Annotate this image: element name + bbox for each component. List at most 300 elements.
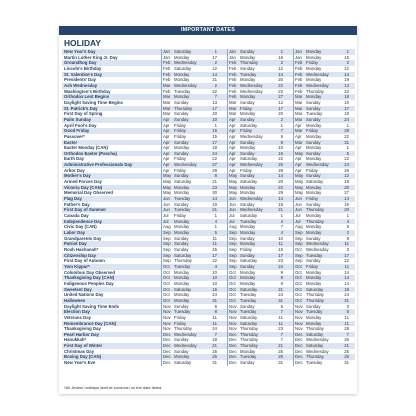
month: Jul <box>229 213 235 219</box>
day-number: 22 <box>344 88 349 94</box>
day-number: 13 <box>212 99 217 105</box>
day-number: 22 <box>212 258 217 264</box>
day-number: 31 <box>212 297 217 303</box>
day-number: 4 <box>214 263 217 269</box>
day-number: 12 <box>344 173 349 179</box>
month: May <box>229 179 238 185</box>
weekday: Monday <box>174 218 190 224</box>
month: May <box>229 184 238 190</box>
month: Dec <box>163 331 171 337</box>
day-number: 23 <box>212 184 217 190</box>
weekday: Monday <box>240 54 256 60</box>
weekday: Sunday <box>306 150 321 156</box>
weekday: Sunday <box>306 235 321 241</box>
weekday: Wednesday <box>240 82 263 88</box>
month: Oct <box>229 297 236 303</box>
weekday: Saturday <box>306 286 324 292</box>
weekday: Monday <box>240 230 256 235</box>
day-number: 11 <box>278 241 283 247</box>
month: Apr <box>295 122 302 128</box>
day-number: 18 <box>344 179 349 185</box>
day-number: 14 <box>344 196 349 202</box>
weekday: Saturday <box>240 156 258 162</box>
weekday: Wednesday <box>306 162 329 168</box>
day-number: 10 <box>278 235 283 241</box>
month: Nov <box>295 309 303 315</box>
day-number: 18 <box>344 94 349 100</box>
day-number: 10 <box>212 280 217 286</box>
day-number: 2 <box>346 230 349 235</box>
weekday: Friday <box>306 263 318 269</box>
weekday: Monday <box>240 275 256 281</box>
weekday: Friday <box>306 128 318 134</box>
weekday: Monday <box>174 292 190 298</box>
weekday: Tuesday <box>174 263 191 269</box>
month: May <box>295 190 304 196</box>
holiday-name: Grandparents Day <box>64 235 102 241</box>
holiday-name: Washington's Birthday <box>64 88 111 94</box>
day-number: 11 <box>212 320 217 326</box>
month: Mar <box>295 99 303 105</box>
weekday: Wednesday <box>174 343 197 349</box>
day-number: 22 <box>278 88 283 94</box>
month: Jun <box>295 201 302 207</box>
weekday: Monday <box>240 184 256 190</box>
day-number: 22 <box>278 184 283 190</box>
holiday-name: Palm Sunday <box>64 116 91 122</box>
month: May <box>295 150 304 156</box>
holiday-name: Easter Monday (CAN) <box>64 145 108 151</box>
day-number: 22 <box>212 156 217 162</box>
weekday: Thursday <box>306 207 324 213</box>
month: Mar <box>295 105 303 111</box>
day-number: 31 <box>212 360 217 366</box>
month: Oct <box>229 292 236 298</box>
day-number: 17 <box>212 54 217 60</box>
day-number: 10 <box>212 116 217 122</box>
day-number: 11 <box>344 314 349 320</box>
month: Feb <box>163 77 171 83</box>
weekday: Saturday <box>174 49 192 54</box>
day-number: 16 <box>344 201 349 207</box>
day-number: 17 <box>212 139 217 145</box>
weekday: Saturday <box>240 286 258 292</box>
weekday: Monday <box>306 94 322 100</box>
day-number: 20 <box>344 184 349 190</box>
weekday: Sunday <box>174 348 189 354</box>
weekday: Monday <box>306 77 322 83</box>
day-number: 12 <box>278 65 283 71</box>
month: Oct <box>229 269 236 275</box>
month: Mar <box>163 94 171 100</box>
day-number: 25 <box>278 348 283 354</box>
month: Sep <box>229 252 237 258</box>
month: Dec <box>295 337 303 343</box>
holiday-name: Armed Forces Day <box>64 179 102 185</box>
weekday: Saturday <box>174 179 192 185</box>
weekday: Sunday <box>174 201 189 207</box>
day-number: 8 <box>214 173 217 179</box>
holiday-name: Election Day <box>64 309 90 315</box>
day-number: 21 <box>212 207 217 213</box>
day-number: 20 <box>344 207 349 213</box>
month: Oct <box>295 292 302 298</box>
weekday: Friday <box>240 246 252 252</box>
holiday-name: First Day of Autumn <box>64 258 105 264</box>
holiday-name: Patriot Day <box>64 241 87 247</box>
day-number: 14 <box>344 275 349 281</box>
weekday: Sunday <box>174 173 189 179</box>
weekday: Sunday <box>306 258 321 264</box>
weekday: Thursday <box>174 105 192 111</box>
weekday: Monday <box>306 184 322 190</box>
day-number: 26 <box>278 354 283 360</box>
day-number: 26 <box>212 354 217 360</box>
day-number: 12 <box>278 99 283 105</box>
weekday: Tuesday <box>174 309 191 315</box>
month: Mar <box>295 116 303 122</box>
weekday: Wednesday <box>306 82 329 88</box>
weekday: Saturday <box>240 122 258 128</box>
weekday: Friday <box>174 133 186 139</box>
month: May <box>163 190 172 196</box>
weekday: Sunday <box>240 173 255 179</box>
month: Sep <box>295 252 303 258</box>
month: Dec <box>163 354 171 360</box>
weekday: Friday <box>306 167 318 173</box>
weekday: Thursday <box>306 88 324 94</box>
month: Apr <box>163 145 170 151</box>
weekday: Thursday <box>240 326 258 332</box>
day-number: 21 <box>278 207 283 213</box>
month: Jun <box>229 207 236 213</box>
month: Dec <box>229 337 237 343</box>
day-number: 11 <box>344 320 349 326</box>
weekday: Thursday <box>306 354 324 360</box>
day-number: 14 <box>344 71 349 77</box>
holiday-name: Yom Kippur* <box>64 263 90 269</box>
weekday: Tuesday <box>240 354 257 360</box>
day-number: 23 <box>278 258 283 264</box>
weekday: Sunday <box>306 99 321 105</box>
month: Dec <box>229 348 237 354</box>
day-number: 7 <box>346 331 349 337</box>
month: May <box>229 190 238 196</box>
month: Jul <box>163 213 169 219</box>
weekday: Saturday <box>240 179 258 185</box>
month: Jun <box>295 207 302 213</box>
month: Mar <box>295 139 303 145</box>
holiday-name: New Year's Day <box>64 49 96 54</box>
weekday: Wednesday <box>240 133 263 139</box>
month: Sep <box>295 235 303 241</box>
weekday: Monday <box>306 122 322 128</box>
weekday: Sunday <box>240 139 255 145</box>
weekday: Wednesday <box>306 241 329 247</box>
day-number: 10 <box>212 269 217 275</box>
day-number: 26 <box>344 354 349 360</box>
month: Apr <box>163 116 170 122</box>
holiday-name: St. Patrick's Day <box>64 105 98 111</box>
day-number: 19 <box>344 77 349 83</box>
holiday-name: Father's Day <box>64 201 90 207</box>
month: Oct <box>295 263 302 269</box>
day-number: 19 <box>212 201 217 207</box>
month: Mar <box>295 111 303 117</box>
day-number: 5 <box>346 224 349 230</box>
weekday: Monday <box>306 314 322 320</box>
holiday-name: United Nations Day <box>64 292 104 298</box>
day-number: 9 <box>280 275 283 281</box>
month: Jul <box>295 213 301 219</box>
month: Apr <box>163 167 170 173</box>
day-number: 20 <box>278 111 283 117</box>
month: Apr <box>295 162 302 168</box>
weekday: Monday <box>240 94 256 100</box>
weekday: Tuesday <box>174 88 191 94</box>
month: Feb <box>229 71 237 77</box>
day-number: 17 <box>278 105 283 111</box>
month: Apr <box>229 150 236 156</box>
holiday-name: April Fool's Day <box>64 122 97 128</box>
month: Feb <box>295 82 303 88</box>
month: Sep <box>229 241 237 247</box>
month: Dec <box>163 348 171 354</box>
weekday: Monday <box>306 54 322 60</box>
month: Dec <box>163 337 171 343</box>
month: Nov <box>163 320 171 326</box>
weekday: Monday <box>174 280 190 286</box>
day-number: 1 <box>346 49 349 54</box>
weekday: Sunday <box>240 303 255 309</box>
weekday: Saturday <box>174 286 192 292</box>
holiday-name: Groundhog Day <box>64 60 97 66</box>
month: Dec <box>163 360 171 366</box>
holiday-name: Presidents' Day <box>64 77 97 83</box>
day-number: 4 <box>346 218 349 224</box>
month: Sep <box>229 230 237 235</box>
weekday: Monday <box>306 145 322 151</box>
month: Mar <box>295 94 303 100</box>
day-number: 6 <box>214 303 217 309</box>
day-number: 9 <box>280 280 283 286</box>
month: Dec <box>295 348 303 354</box>
day-number: 7 <box>280 128 283 134</box>
holiday-name: First Day of Winter <box>64 343 103 349</box>
weekday: Thursday <box>306 292 324 298</box>
month: May <box>163 173 172 179</box>
weekday: Tuesday <box>240 292 257 298</box>
day-number: 14 <box>278 71 283 77</box>
month: Mar <box>163 105 171 111</box>
weekday: Sunday <box>174 241 189 247</box>
day-number: 14 <box>212 71 217 77</box>
holiday-name: Columbus Day Observed <box>64 269 116 275</box>
weekday: Tuesday <box>306 360 323 366</box>
weekday: Sunday <box>174 116 189 122</box>
weekday: Wednesday <box>306 337 329 343</box>
weekday: Monday <box>174 77 190 83</box>
day-number: 4 <box>280 218 283 224</box>
weekday: Monday <box>174 184 190 190</box>
day-number: 19 <box>344 111 349 117</box>
day-number: 22 <box>212 88 217 94</box>
month: Sep <box>163 246 171 252</box>
month: Apr <box>163 122 170 128</box>
weekday: Wednesday <box>240 88 263 94</box>
month: Jan <box>163 54 170 60</box>
day-number: 1 <box>346 122 349 128</box>
month: Feb <box>163 71 171 77</box>
day-number: 24 <box>344 116 349 122</box>
month: Nov <box>163 314 171 320</box>
month: Apr <box>163 150 170 156</box>
month: May <box>295 184 304 190</box>
weekday: Wednesday <box>306 246 329 252</box>
month: Dec <box>229 331 237 337</box>
month: Dec <box>295 343 303 349</box>
month: Feb <box>295 65 303 71</box>
day-number: 12 <box>344 65 349 71</box>
holiday-name: Good Friday <box>64 128 90 134</box>
holiday-name: Veterans Day <box>64 314 91 320</box>
weekday: Monday <box>174 297 190 303</box>
weekday: Wednesday <box>240 162 263 168</box>
weekday: Thursday <box>174 258 192 264</box>
footnote: *All Jewish holidays start at sundown on the date listed. <box>64 385 163 390</box>
month: Sep <box>229 235 237 241</box>
day-number: 1 <box>280 49 283 54</box>
day-number: 5 <box>346 150 349 156</box>
weekday: Sunday <box>174 246 189 252</box>
holiday-row <box>62 360 355 366</box>
weekday: Sunday <box>174 111 189 117</box>
day-number: 10 <box>278 145 283 151</box>
day-number: 25 <box>212 246 217 252</box>
day-number: 7 <box>280 224 283 230</box>
weekday: Wednesday <box>306 348 329 354</box>
weekday: Sunday <box>240 201 255 207</box>
month: May <box>163 184 172 190</box>
month: Feb <box>229 77 237 83</box>
holiday-name: Citizenship Day <box>64 252 96 258</box>
month: Sep <box>295 230 303 235</box>
month: Dec <box>295 354 303 360</box>
month: Apr <box>295 167 302 173</box>
weekday: Sunday <box>240 116 255 122</box>
month: Jan <box>295 49 302 54</box>
holiday-name: Lincoln's Birthday <box>64 65 102 71</box>
day-number: 3 <box>346 303 349 309</box>
month: Feb <box>229 82 237 88</box>
month: Oct <box>163 297 170 303</box>
weekday: Monday <box>306 280 322 286</box>
month: Oct <box>163 263 170 269</box>
weekday: Sunday <box>174 150 189 156</box>
month: Feb <box>295 88 303 94</box>
weekday: Sunday <box>174 303 189 309</box>
weekday: Tuesday <box>174 207 191 213</box>
day-number: 24 <box>278 292 283 298</box>
month: Nov <box>163 309 171 315</box>
month: Mar <box>229 105 237 111</box>
day-number: 5 <box>280 303 283 309</box>
month: Apr <box>295 145 302 151</box>
weekday: Monday <box>174 145 190 151</box>
weekday: Saturday <box>240 314 258 320</box>
month: Jun <box>163 207 170 213</box>
day-number: 14 <box>344 82 349 88</box>
month: Jan <box>229 54 236 60</box>
weekday: Friday <box>174 314 186 320</box>
day-number: 19 <box>344 286 349 292</box>
weekday: Monday <box>174 269 190 275</box>
month: Sep <box>295 241 303 247</box>
weekday: Thursday <box>240 60 258 66</box>
weekday: Sunday <box>174 99 189 105</box>
day-number: 18 <box>212 145 217 151</box>
holiday-name: Flag Day <box>64 196 82 202</box>
day-number: 18 <box>212 337 217 343</box>
weekday: Friday <box>174 320 186 326</box>
day-number: 28 <box>278 167 283 173</box>
month: Oct <box>295 269 302 275</box>
holiday-name: Martin Luther King Jr. Day <box>64 54 118 60</box>
weekday: Friday <box>240 167 252 173</box>
day-number: 2 <box>280 116 283 122</box>
month: Nov <box>229 309 237 315</box>
day-number: 24 <box>212 292 217 298</box>
day-number: 24 <box>212 150 217 156</box>
month: Feb <box>229 60 237 66</box>
day-number: 1 <box>346 145 349 151</box>
weekday: Monday <box>240 224 256 230</box>
month: Apr <box>163 162 170 168</box>
month: Feb <box>229 94 237 100</box>
month: Mar <box>229 99 237 105</box>
day-number: 11 <box>344 263 349 269</box>
day-number: 1 <box>280 122 283 128</box>
day-number: 14 <box>344 280 349 286</box>
important-dates-page <box>59 26 357 394</box>
holiday-name: First Day of Summer <box>64 207 107 213</box>
weekday: Monday <box>306 65 322 71</box>
holiday-name: Arbor Day <box>64 167 85 173</box>
month: Apr <box>229 145 236 151</box>
month: Dec <box>229 354 237 360</box>
weekday: Monday <box>240 145 256 151</box>
month: Aug <box>295 224 303 230</box>
day-number: 15 <box>212 286 217 292</box>
day-number: 29 <box>278 190 283 196</box>
day-number: 31 <box>344 297 349 303</box>
month: Nov <box>229 320 237 326</box>
month: Sep <box>229 263 237 269</box>
weekday: Monday <box>306 133 322 139</box>
weekday: Sunday <box>240 49 255 54</box>
month: Jun <box>229 196 236 202</box>
month: May <box>163 179 172 185</box>
day-number: 15 <box>344 54 349 60</box>
weekday: Monday <box>240 241 256 247</box>
day-number: 11 <box>212 241 217 247</box>
month: Oct <box>229 275 236 281</box>
day-number: 26 <box>278 162 283 168</box>
weekday: Tuesday <box>174 196 191 202</box>
month: Feb <box>229 65 237 71</box>
month: Oct <box>163 286 170 292</box>
weekday: Monday <box>174 190 190 196</box>
